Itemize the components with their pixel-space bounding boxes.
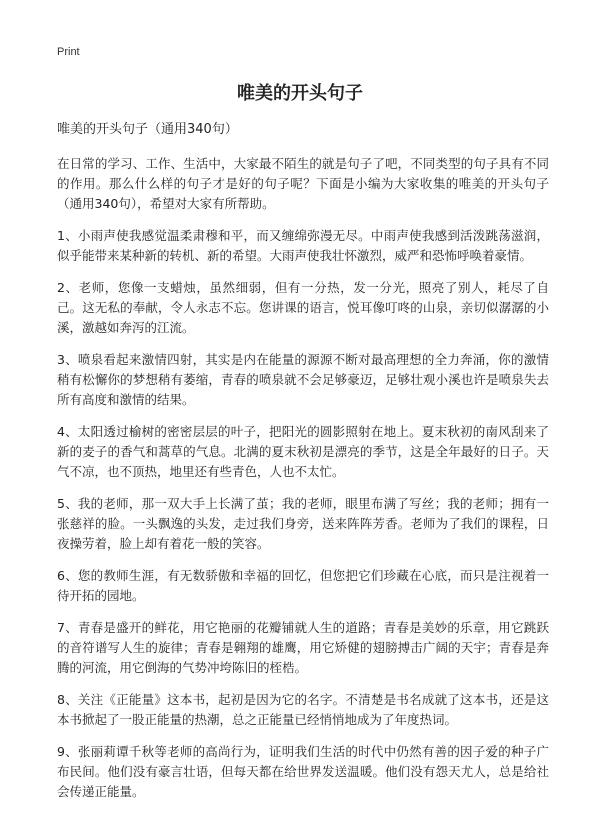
sentence-item-2: 2、老师，您像一支蜡烛，虽然细弱，但有一分热，发一分光，照亮了别人，耗尽了自己。这无私的奉献，令人永志不忘。您讲课的语言，悦耳像叮咚的山泉，亲切似潺潺的小溪，激越如奔泻的江流。 [57,280,549,335]
article-body [57,120,549,814]
sentence-item-6: 6、您的教师生涯，有无数骄傲和幸福的回忆，但您把它们珍藏在心底，而只是注视着一待开拓的园地。 [57,568,549,603]
sentence-item-4: 4、太阳透过榆树的密密层层的叶子，把阳光的圆影照射在地上。夏末秋初的南风刮来了新的麦子的香气和蒿草的气息。北满的夏末秋初是漂亮的季节，这是全年最好的日子。天气不凉，也不顶热，地里还有些青色，人也不太忙。 [57,424,549,479]
sentence-item-8: 8、关注《正能量》这本书，起初是因为它的名字。不清楚是书名成就了这本书，还是这本书掀起了一股正能量的热潮，总之正能量已经悄悄地成为了年度热词。 [57,692,549,727]
print-link[interactable]: Print [57,46,80,58]
sentence-item-5: 5、我的老师，那一双大手上长满了茧；我的老师，眼里布满了写丝；我的老师；拥有一张慈祥的脸。一头飘逸的头发，走过我们身旁，送来阵阵芳香。老师为了我们的课程，日夜操劳着，脸上却有着花一般的笑容。 [57,496,549,551]
sentence-item-3: 3、喷泉看起来激情四射，其实是内在能量的源源不断对最高理想的全力奔涌，你的激情稍有松懈你的梦想稍有萎缩，青春的喷泉就不会足够豪迈，足够壮观小溪也许是喷泉失去所有高度和激情的结果。 [57,352,549,407]
article-subtitle: 唯美的开头句子（通用340句） [57,122,238,137]
intro-paragraph: 在日常的学习、工作、生活中，大家最不陌生的就是句子了吧，不同类型的句子具有不同的作用。那么什么样的句子才是好的句子呢？下面是小编为大家收集的唯美的开头句子（通用340句），希望对大家有所帮助。 [57,156,549,211]
page-title: 唯美的开头句子 [237,83,363,104]
sentence-item-7: 7、青春是盛开的鲜花，用它艳丽的花瓣铺就人生的道路；青春是美妙的乐章，用它跳跃的音符谱写人生的旋律；青春是翱翔的雄鹰，用它矫健的翅膀搏击广阔的天宇；青春是奔腾的河流，用它倒海的气势冲垮陈旧的桎梏。 [57,620,549,675]
sentence-item-9: 9、张丽莉谭千秋等老师的高尚行为，证明我们生活的时代中仍然有善的因子爱的种子广布民间。他们没有豪言壮语，但每天都在给世界发送温暖。他们没有怨天尤人，总是给社会传递正能量。 [57,744,549,799]
sentence-item-1: 1、小雨声使我感觉温柔肃穆和平，而又缠绵弥漫无尽。中雨声使我感到活泼跳荡滋润，似乎能带来某种新的转机、新的希望。大雨声使我壮怀激烈，威严和恐怖呼唤着豪情。 [57,228,549,263]
